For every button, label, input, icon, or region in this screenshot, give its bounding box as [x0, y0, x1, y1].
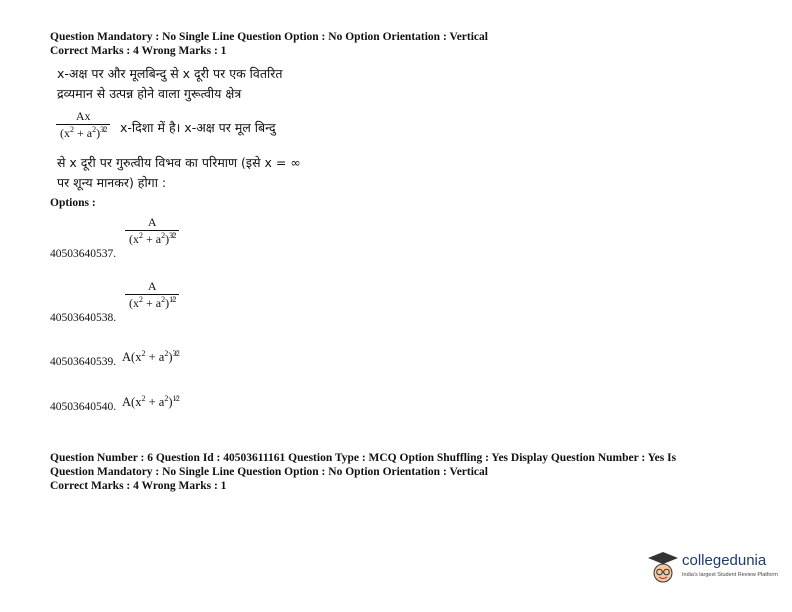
next-question-meta-line-2: Question Mandatory : No Single Line Question Option : No Option Orientation : Vertical	[50, 466, 488, 478]
question-text-line-1: x-अक्ष पर और मूलबिन्दु से x दूरी पर एक वितरित	[57, 66, 283, 81]
fraction-denominator: $(x^2 + a^2)^{3⁄2}$	[56, 124, 110, 140]
field-fraction	[56, 110, 110, 140]
fraction-numerator: Ax	[75, 109, 91, 123]
option-4-id[interactable]: 40503640540.	[50, 401, 117, 413]
marks-line: Correct Marks : 4 Wrong Marks : 1	[50, 45, 227, 57]
option-2-math: $\frac{A}{(x^2 + a^2)^{1⁄2}}$	[125, 280, 179, 310]
logo-wordmark: collegedunia	[682, 552, 767, 569]
option-3-id[interactable]: 40503640539.	[50, 356, 117, 368]
question-text-line-5: पर शून्य मानकर) होगा :	[57, 175, 167, 190]
next-question-meta-line-1: Question Number : 6 Question Id : 40503611161 Question Type : MCQ Option Shuffling : Yes Display Question Number : Yes Is	[50, 452, 677, 464]
options-label: Options :	[50, 197, 96, 209]
option-1-id[interactable]: 40503640537.	[50, 248, 117, 260]
next-question-marks-line: Correct Marks : 4 Wrong Marks : 1	[50, 480, 227, 492]
option-3-math: $A(x^2 + a^2)^{3⁄2}$	[122, 348, 179, 364]
option-1-math: $\frac{A}{(x^2 + a^2)^{3⁄2}}$	[125, 216, 179, 246]
graduate-mascot-icon	[646, 548, 680, 588]
question-text-line-3: x-दिशा में है। x-अक्ष पर मूल बिन्दु	[120, 120, 276, 135]
question-meta-line: Question Mandatory : No Single Line Question Option : No Option Orientation : Vertical	[50, 31, 488, 43]
option-2-id[interactable]: 40503640538.	[50, 312, 117, 324]
question-text-line-2: द्रव्यमान से उत्पन्न होने वाला गुरूत्वीय क्षेत्र	[57, 86, 242, 101]
logo-tagline: India's largest Student Review Platform	[682, 572, 778, 578]
collegedunia-logo	[646, 548, 782, 590]
question-text-line-4: से x दूरी पर गुरुत्वीय विभव का परिमाण (इसे x = ∞	[57, 155, 301, 170]
option-4-math: $A(x^2 + a^2)^{1⁄2}$	[122, 393, 179, 409]
